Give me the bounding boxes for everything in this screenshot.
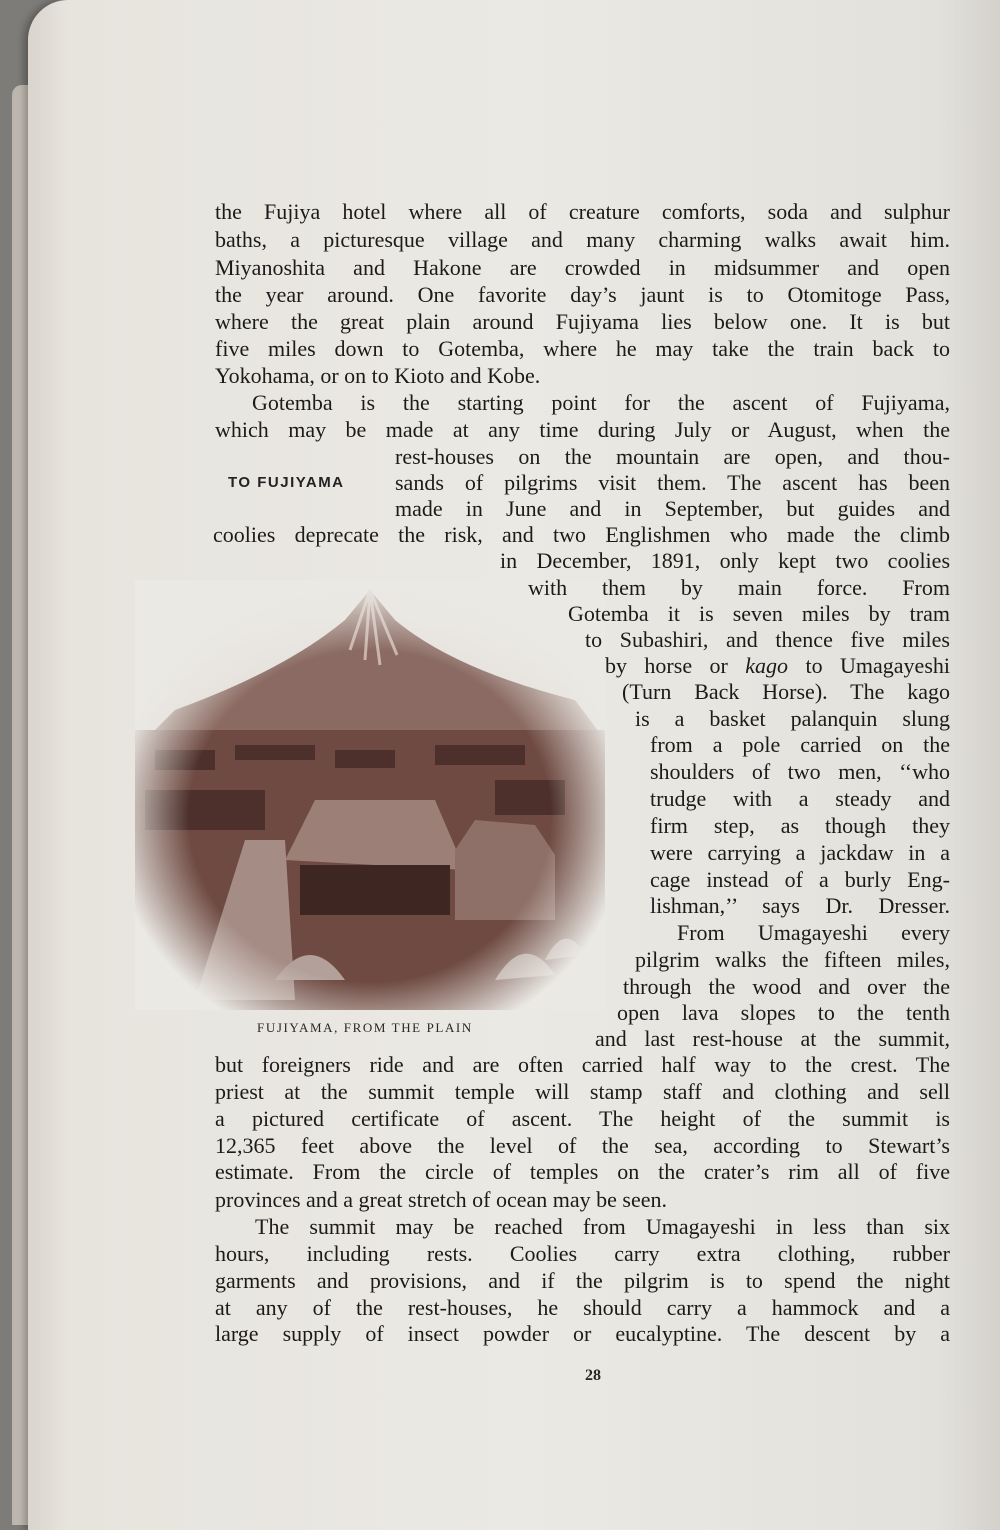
text-line: at any of the rest-houses, he should carry a hammock and a [215, 1295, 950, 1320]
text-line: to Subashiri, and thence five miles [585, 627, 950, 652]
text-line: sands of pilgrims visit them. The ascent has been [395, 470, 950, 495]
text-line: Gotemba is the starting point for the ascent of Fujiyama, [252, 390, 950, 415]
fujiyama-illustration [135, 580, 605, 1010]
text-line: by horse or kago to Umagayeshi [605, 653, 950, 678]
text-line: pilgrim walks the fifteen miles, [635, 947, 950, 972]
text-line: coolies deprecate the risk, and two Englishmen who made the climb [213, 522, 950, 547]
text-line: from a pole carried on the [650, 732, 950, 757]
text-line: is a basket palanquin slung [635, 706, 950, 731]
text-line: hours, including rests. Coolies carry extra clothing, rubber [215, 1241, 950, 1266]
text-line: Yokohama, or on to Kioto and Kobe. [215, 363, 541, 388]
text-line: a pictured certificate of ascent. The height of the summit is [215, 1106, 950, 1131]
text-line: large supply of insect powder or eucalyptine. The descent by a [215, 1321, 950, 1346]
text-line: where the great plain around Fujiyama lies below one. It is but [215, 309, 950, 334]
text-line: trudge with a steady and [650, 786, 950, 811]
text-line: Gotemba it is seven miles by tram [568, 601, 950, 626]
text-line: Miyanoshita and Hakone are crowded in midsummer and open [215, 255, 950, 280]
text-line: which may be made at any time during July or August, when the [215, 417, 950, 442]
text-line: shoulders of two men, ‘‘who [650, 759, 950, 784]
text-line: cage instead of a burly Eng- [650, 867, 950, 892]
text-line: estimate. From the circle of temples on the crater’s rim all of five [215, 1159, 950, 1184]
text-line: and last rest-house at the summit, [595, 1026, 950, 1051]
sidenote-heading: TO FUJIYAMA [228, 474, 345, 491]
text-line: The summit may be reached from Umagayeshi in less than six [255, 1214, 950, 1239]
text-line: firm step, as though they [650, 813, 950, 838]
text-line: 12,365 feet above the level of the sea, according to Stewart’s [215, 1133, 950, 1158]
text-line: open lava slopes to the tenth [617, 1000, 950, 1025]
text-line: baths, a picturesque village and many charming walks await him. [215, 227, 950, 252]
text-line: lishman,’’ says Dr. Dresser. [650, 893, 950, 918]
text-line: (Turn Back Horse). The kago [622, 679, 950, 704]
text-line: the year around. One favorite day’s jaunt is to Otomitoge Pass, [215, 282, 950, 307]
text-line: provinces and a great stretch of ocean may be seen. [215, 1187, 668, 1212]
text-line: rest-houses on the mountain are open, and thou- [395, 444, 950, 469]
text-line: were carrying a jackdaw in a [650, 840, 950, 865]
illustration-caption: FUJIYAMA, FROM THE PLAIN [257, 1020, 473, 1035]
text-line: in December, 1891, only kept two coolies [500, 548, 950, 573]
text-line: but foreigners ride and are often carried half way to the crest. The [215, 1052, 950, 1077]
vignette [135, 580, 605, 1010]
text-line: priest at the summit temple will stamp staff and clothing and sell [215, 1079, 950, 1104]
text-line: From Umagayeshi every [677, 920, 950, 945]
text-line: five miles down to Gotemba, where he may take the train back to [215, 336, 950, 361]
text-line: made in June and in September, but guides and [395, 496, 950, 521]
text-line: garments and provisions, and if the pilgrim is to spend the night [215, 1268, 950, 1293]
text-line: through the wood and over the [623, 974, 950, 999]
text-line: with them by main force. From [528, 575, 950, 600]
page-number: 28 [585, 1367, 601, 1384]
text-line: the Fujiya hotel where all of creature comforts, soda and sulphur [215, 199, 950, 224]
